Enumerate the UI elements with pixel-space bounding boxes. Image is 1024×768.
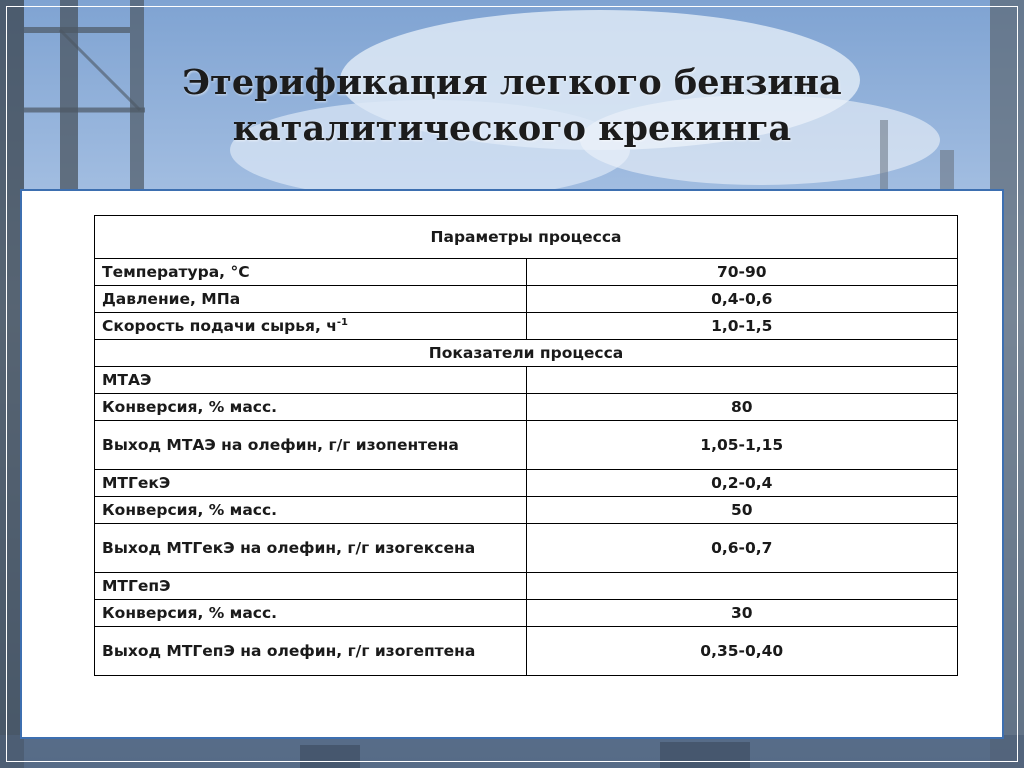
- process-parameters-table: [94, 215, 958, 676]
- table-row: [95, 600, 958, 627]
- table-row: [95, 421, 958, 470]
- row-value: 0,2-0,4: [526, 470, 958, 497]
- table-row: [95, 367, 958, 394]
- row-label: Конверсия, % масс.: [95, 600, 527, 627]
- table-row: [95, 340, 958, 367]
- slide-title: [0, 60, 1024, 152]
- section-header-indicators: Показатели процесса: [95, 340, 958, 367]
- row-value: 50: [526, 497, 958, 524]
- table-row: [95, 394, 958, 421]
- row-label: Конверсия, % масс.: [95, 394, 527, 421]
- row-label: Температура, °С: [95, 259, 527, 286]
- row-value: [526, 573, 958, 600]
- row-label: Выход МТАЭ на олефин, г/г изопентена: [95, 421, 527, 470]
- table-row: [95, 497, 958, 524]
- row-value: 0,35-0,40: [526, 627, 958, 676]
- row-value: 70-90: [526, 259, 958, 286]
- row-value: 30: [526, 600, 958, 627]
- table-row: [95, 216, 958, 259]
- table-row: [95, 259, 958, 286]
- title-line-1: Этерификация легкого бензина: [182, 62, 842, 103]
- row-label: Конверсия, % масс.: [95, 497, 527, 524]
- table-row: [95, 286, 958, 313]
- row-value: 0,6-0,7: [526, 524, 958, 573]
- row-value: 0,4-0,6: [526, 286, 958, 313]
- row-label: МТАЭ: [95, 367, 527, 394]
- row-value: 1,0-1,5: [526, 313, 958, 340]
- row-label: Выход МТГекЭ на олефин, г/г изогексена: [95, 524, 527, 573]
- table-row: [95, 470, 958, 497]
- row-value: 1,05-1,15: [526, 421, 958, 470]
- table-row: [95, 573, 958, 600]
- row-label: Давление, МПа: [95, 286, 527, 313]
- content-panel: [20, 189, 1004, 739]
- row-label-superscript: -1: [336, 317, 348, 328]
- row-label: Выход МТГепЭ на олефин, г/г изогептена: [95, 627, 527, 676]
- row-label: [95, 313, 527, 340]
- table-row: [95, 627, 958, 676]
- row-label: МТГекЭ: [95, 470, 527, 497]
- table-row: [95, 524, 958, 573]
- section-header-params: Параметры процесса: [95, 216, 958, 259]
- table-row: [95, 313, 958, 340]
- row-value: 80: [526, 394, 958, 421]
- row-label-base: Скорость подачи сырья, ч: [102, 317, 337, 335]
- title-line-2: каталитического крекинга: [232, 108, 792, 149]
- row-value: [526, 367, 958, 394]
- row-label: МТГепЭ: [95, 573, 527, 600]
